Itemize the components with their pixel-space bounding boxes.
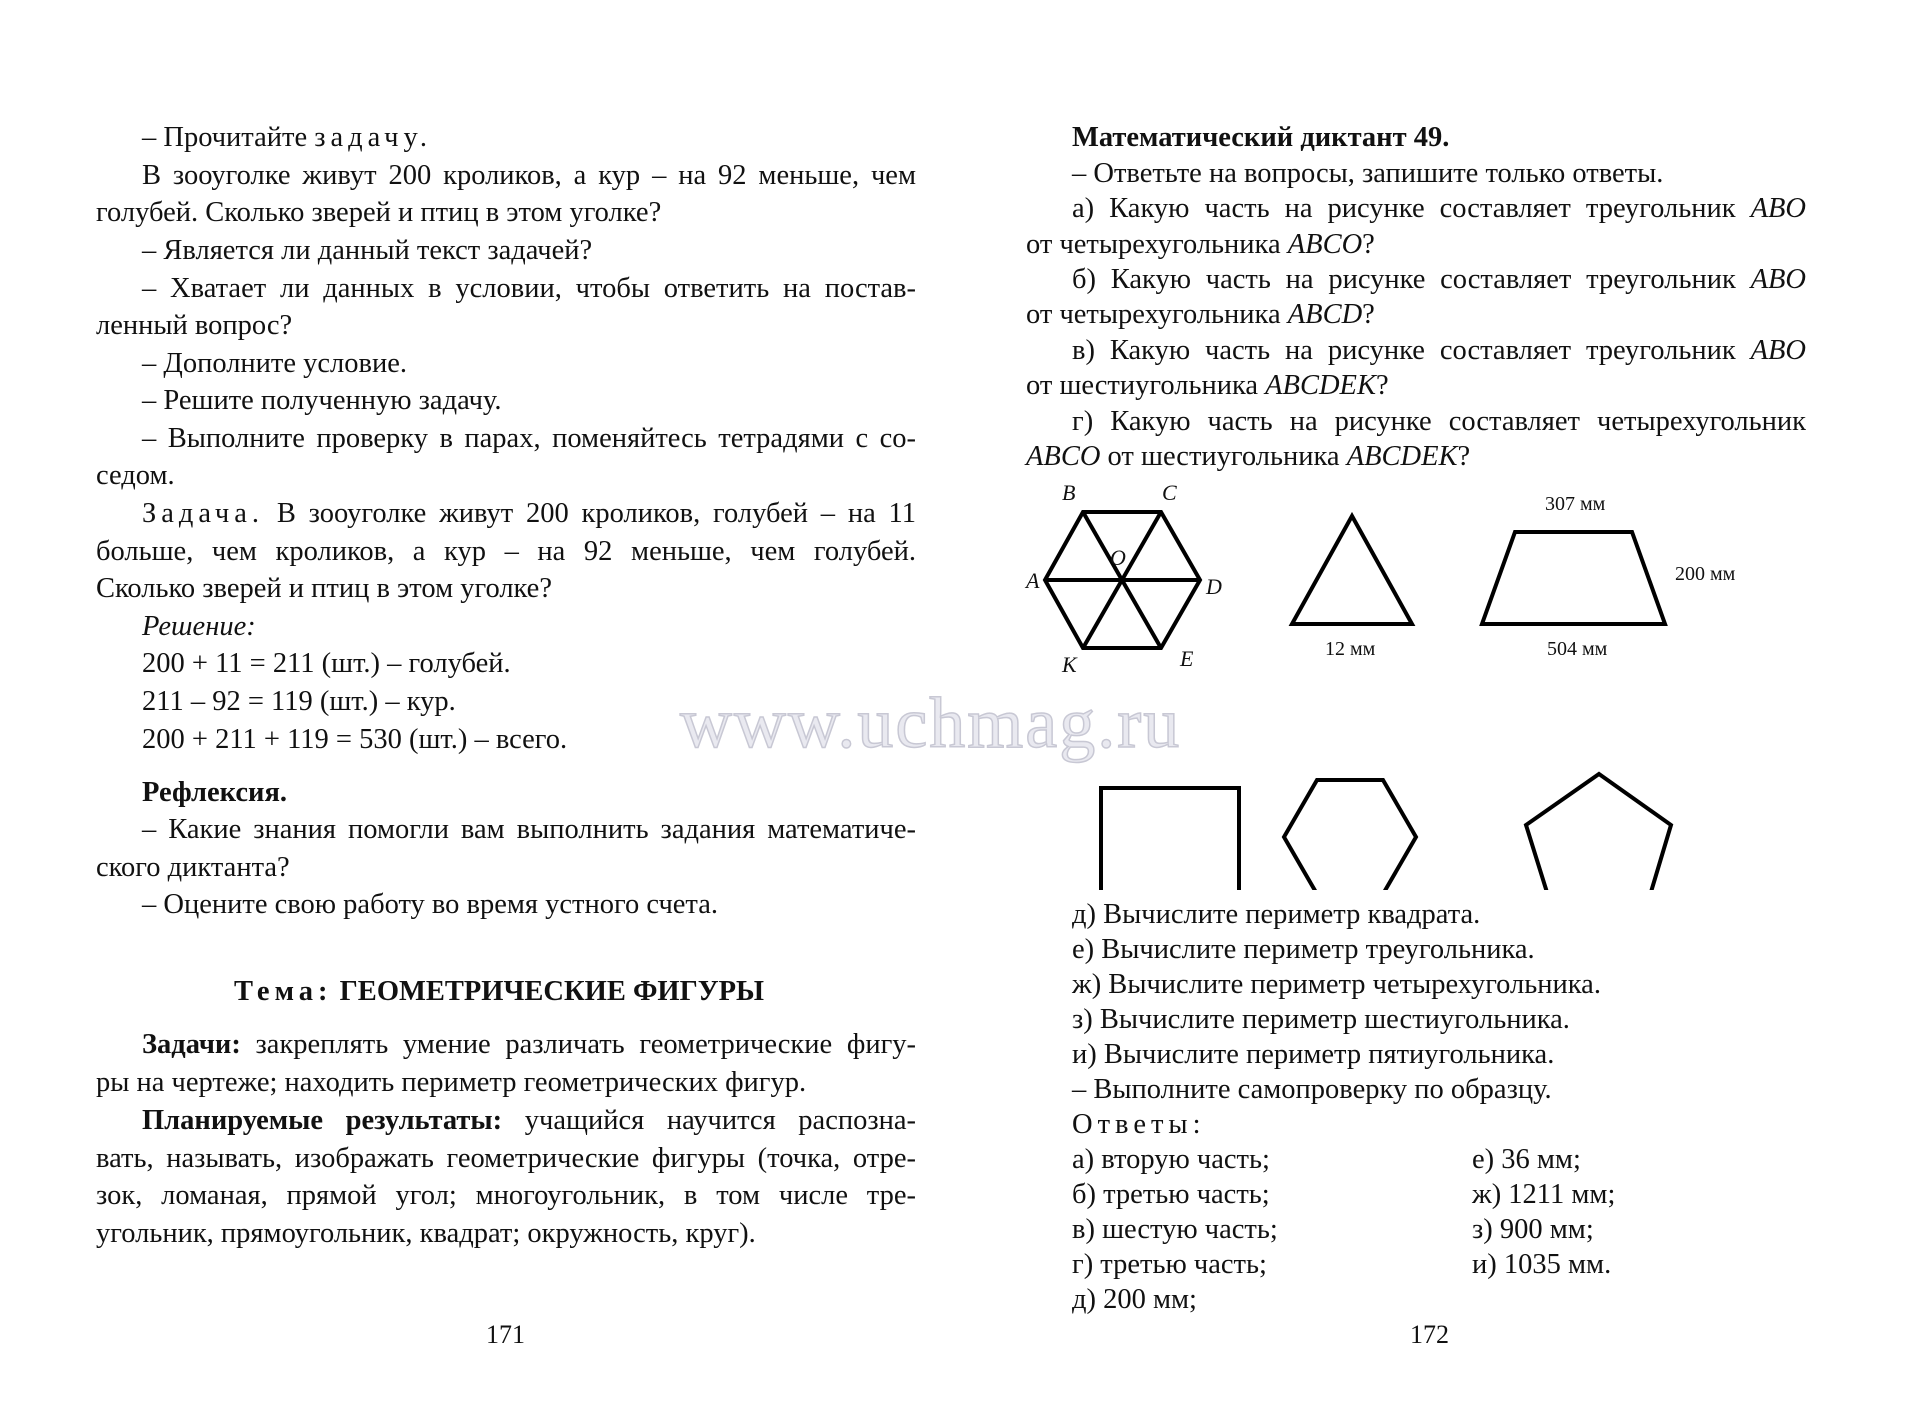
answer-item: д) 200 мм; — [1072, 1284, 1197, 1315]
page-number: 172 — [1410, 1320, 1449, 1349]
text-line: – Какие знания помогли вам выполнить задания математиче- — [142, 814, 916, 845]
answer-item: ж) 1211 мм; — [1472, 1179, 1616, 1210]
text-line: – Прочитайте задачу. — [142, 122, 433, 153]
text-line: – Выполните проверку в парах, поменяйтесь тетрадями с со- — [142, 423, 916, 454]
reflection-title: Рефлексия. — [142, 777, 288, 808]
text-line: зок, ломаная, прямой угол; многоугольник, в том числе тре- — [96, 1180, 916, 1211]
vertex-label-o: O — [1110, 545, 1126, 570]
question-line: от четырехугольника ABCD? — [1026, 299, 1375, 330]
solution-line: 200 + 11 = 211 (шт.) – голубей. — [142, 648, 511, 679]
geometry-figures — [960, 470, 1920, 890]
text-line: Задачи: закреплять умение различать геометрические фигу- — [142, 1029, 916, 1060]
text-line: ленный вопрос? — [96, 310, 293, 341]
text-line: ры на чертеже; находить периметр геометрических фигур. — [96, 1067, 807, 1098]
square — [1101, 788, 1239, 890]
question-line: от четырехугольника ABCO? — [1026, 229, 1375, 260]
vertex-label-b: B — [1062, 480, 1076, 505]
answer-item: б) третью часть; — [1072, 1179, 1270, 1210]
trapezoid-top-label: 307 мм — [1545, 493, 1606, 515]
text-line: – Ответьте на вопросы, запишите только ответы. — [1072, 158, 1664, 189]
hexagon — [1284, 780, 1416, 890]
question-line: г) Какую часть на рисунке составляет четырехугольник — [1072, 406, 1806, 437]
answer-item: з) 900 мм; — [1472, 1214, 1594, 1245]
task-line: и) Вычислите периметр пятиугольника. — [1072, 1039, 1555, 1070]
text-line: больше, чем кроликов, а кур – на 92 меньше, чем голубей. — [96, 536, 916, 567]
text-line: Задача. В зооуголке живут 200 кроликов, голубей – на 11 — [142, 498, 917, 529]
text-line: Планируемые результаты: учащийся научится распозна- — [142, 1105, 917, 1136]
text-line: ского диктанта? — [96, 852, 290, 883]
trapezoid-bottom-label: 504 мм — [1547, 638, 1608, 660]
text-line: голубей. Сколько зверей и птиц в этом уголке? — [96, 197, 662, 228]
triangle-side-label: 12 мм — [1325, 638, 1376, 660]
answer-item: е) 36 мм; — [1472, 1144, 1581, 1175]
text-line: – Дополните условие. — [142, 348, 408, 379]
question-line: б) Какую часть на рисунке составляет треугольник ABO — [1072, 264, 1806, 295]
pentagon — [1526, 774, 1671, 890]
question-line: ABCO от шестиугольника ABCDEK? — [1026, 441, 1471, 472]
text-line: Сколько зверей и птиц в этом уголке? — [96, 573, 552, 604]
answer-item: в) шестую часть; — [1072, 1214, 1278, 1245]
task-line: ж) Вычислите периметр четырехугольника. — [1072, 969, 1601, 1000]
triangle — [1292, 516, 1412, 624]
text-line: угольник, прямоугольник, квадрат; окружность, круг). — [96, 1218, 756, 1249]
task-line: е) Вычислите периметр треугольника. — [1072, 934, 1535, 965]
trapezoid — [1482, 532, 1665, 624]
topic-heading: Тема: ГЕОМЕТРИЧЕСКИЕ ФИГУРЫ — [234, 976, 765, 1007]
question-line: а) Какую часть на рисунке составляет треугольник ABO — [1072, 193, 1807, 224]
solution-line: 200 + 211 + 119 = 530 (шт.) – всего. — [142, 724, 568, 755]
text-line: седом. — [96, 460, 175, 491]
text-line: – Решите полученную задачу. — [142, 385, 502, 416]
text-line: В зооуголке живут 200 кроликов, а кур – на 92 меньше, чем — [142, 160, 916, 191]
task-line: – Выполните самопроверку по образцу. — [1072, 1074, 1552, 1105]
text-line: – Оцените свою работу во время устного счета. — [142, 889, 719, 920]
text-line: – Является ли данный текст задачей? — [142, 235, 593, 266]
vertex-label-d: D — [1206, 574, 1222, 599]
vertex-label-c: C — [1162, 480, 1177, 505]
vertex-label-e: E — [1180, 646, 1194, 671]
watermark: www.uchmag.ru — [680, 683, 1182, 763]
task-line: з) Вычислите периметр шестиугольника. — [1072, 1004, 1570, 1035]
vertex-label-k: K — [1062, 652, 1077, 677]
labeled-hexagon — [1045, 512, 1200, 648]
question-line: в) Какую часть на рисунке составляет треугольник ABO — [1072, 335, 1806, 366]
answer-item: а) вторую часть; — [1072, 1144, 1270, 1175]
question-line: от шестиугольника ABCDEK? — [1026, 370, 1389, 401]
dictation-title: Математический диктант 49. — [1072, 122, 1450, 153]
answer-item: г) третью часть; — [1072, 1249, 1267, 1280]
task-line: д) Вычислите периметр квадрата. — [1072, 899, 1481, 930]
text-line: – Хватает ли данных в условии, чтобы ответить на постав- — [142, 273, 916, 304]
text-line: вать, называть, изображать геометрические фигуры (точка, отре- — [96, 1143, 916, 1174]
solution-line: 211 – 92 = 119 (шт.) – кур. — [142, 686, 456, 717]
answer-item: и) 1035 мм. — [1472, 1249, 1612, 1280]
page-number: 171 — [486, 1320, 525, 1349]
trapezoid-side-label: 200 мм — [1675, 563, 1736, 585]
answers-label: Ответы: — [1072, 1109, 1206, 1140]
solution-label: Решение: — [142, 611, 256, 642]
vertex-label-a: A — [1026, 568, 1040, 593]
